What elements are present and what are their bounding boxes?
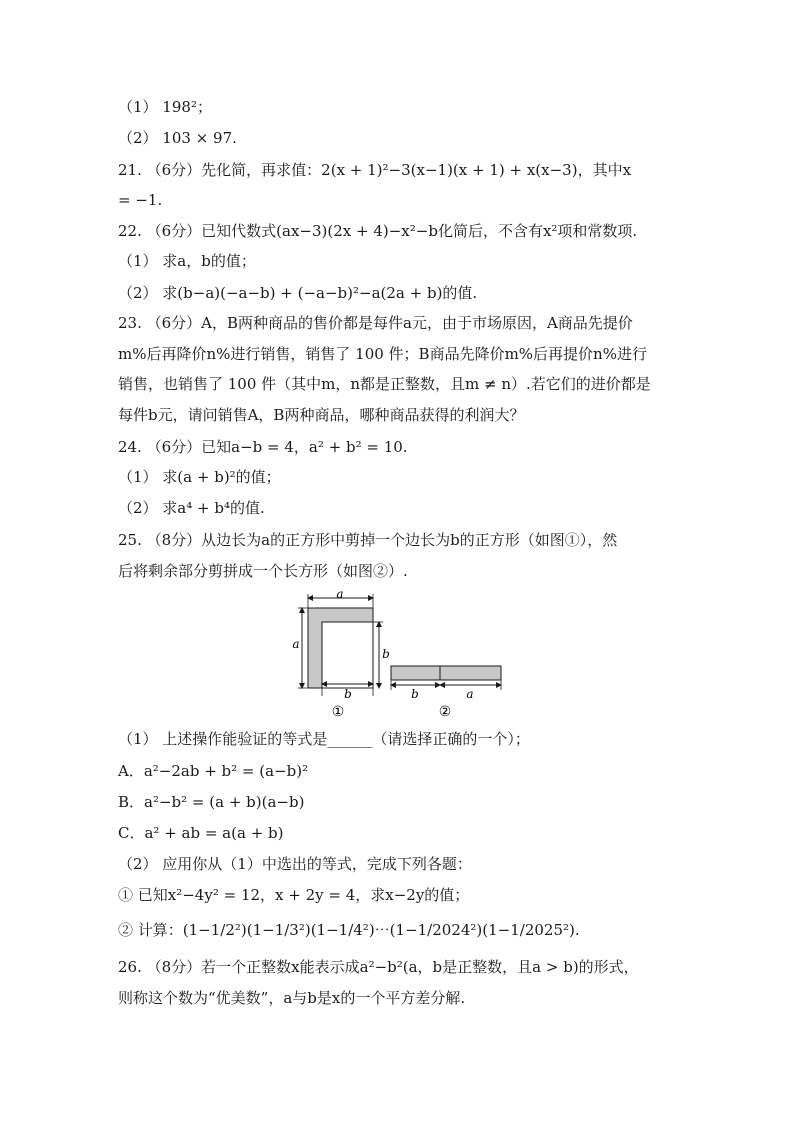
q24-part2: （2） 求a⁴ + b⁴的值. bbox=[118, 499, 265, 517]
q25-part2b: ② 计算：(1−1/2²)(1−1/3²)(1−1/4²)⋯(1−1/2024²)(1−1/2025²). bbox=[118, 921, 580, 939]
q25-line1: 25. （8分）从边长为a的正方形中剪掉一个边长为b的正方形（如图①），然 bbox=[118, 531, 618, 549]
q24-text: 24. （6分）已知a−b = 4，a² + b² = 10. bbox=[118, 438, 408, 456]
q21-text: 21. （6分）先化简，再求值：2(x + 1)²−3(x−1)(x + 1) + x(x−3)，其中x bbox=[118, 161, 632, 179]
q25-line2: 后将剩余部分剪拼成一个长方形（如图②）. bbox=[118, 562, 408, 580]
q25-part1: （1） 上述操作能验证的等式是______（请选择正确的一个）； bbox=[118, 730, 530, 748]
figure-svg bbox=[280, 586, 520, 721]
q25-part2a: ① 已知x²−4y² = 12，x + 2y = 4，求x−2y的值； bbox=[118, 886, 470, 904]
q21-cont: = −1. bbox=[118, 191, 163, 209]
q22-part2: （2） 求(b−a)(−a−b) + (−a−b)²−a(2a + b)的值. bbox=[118, 284, 478, 302]
option-b: B．a²−b² = (a + b)(a−b) bbox=[118, 793, 305, 811]
option-a: A．a²−2ab + b² = (a−b)² bbox=[118, 762, 309, 780]
square-figure bbox=[280, 586, 520, 725]
fig-label-b-rect: b bbox=[411, 687, 419, 701]
q26-line2: 则称这个数为“优美数”，a与b是x的一个平方差分解. bbox=[118, 989, 466, 1007]
fig-label-b-right: b bbox=[382, 647, 390, 661]
q23-line1: 23. （6分）A，B两种商品的售价都是每件a元，由于市场原因，A商品先提价 bbox=[118, 314, 633, 332]
q22-part1: （1） 求a，b的值； bbox=[118, 252, 256, 270]
fig-label-a-rect: a bbox=[466, 687, 474, 701]
fig-label-a-top: a bbox=[336, 587, 344, 601]
rect-part-b bbox=[391, 666, 440, 680]
fig-label-a-left: a bbox=[292, 637, 300, 651]
q25-part2: （2） 应用你从（1）中选出的等式，完成下列各题： bbox=[118, 855, 472, 873]
q23-line4: 每件b元，请问销售A，B两种商品，哪种商品获得的利润大？ bbox=[118, 406, 525, 424]
q23-line3: 销售，也销售了 100 件（其中m，n都是正整数，且m ≠ n）.若它们的进价都是 bbox=[118, 375, 651, 393]
fig-label-b-bottom: b bbox=[344, 687, 352, 701]
q20-part2: （2） 103 × 97. bbox=[118, 129, 237, 147]
q22-text: 22. （6分）已知代数式(ax−3)(2x + 4)−x²−b化简后，不含有x²项和常数项. bbox=[118, 222, 638, 240]
fig-caption-1: ① bbox=[331, 704, 345, 720]
option-c: C．a² + ab = a(a + b) bbox=[118, 824, 284, 842]
q23-line2: m%后再降价n%进行销售，销售了 100 件；B商品先降价m%后再提价n%进行 bbox=[118, 345, 647, 363]
q24-part1: （1） 求(a + b)²的值； bbox=[118, 468, 281, 486]
rect-part-a bbox=[440, 666, 501, 680]
small-square bbox=[322, 622, 373, 688]
fig-caption-2: ② bbox=[438, 704, 452, 720]
q26-line1: 26. （8分）若一个正整数x能表示成a²−b²(a，b是正整数，且a > b)的形式， bbox=[118, 958, 639, 976]
q20-part1: （1） 198²； bbox=[118, 98, 212, 116]
